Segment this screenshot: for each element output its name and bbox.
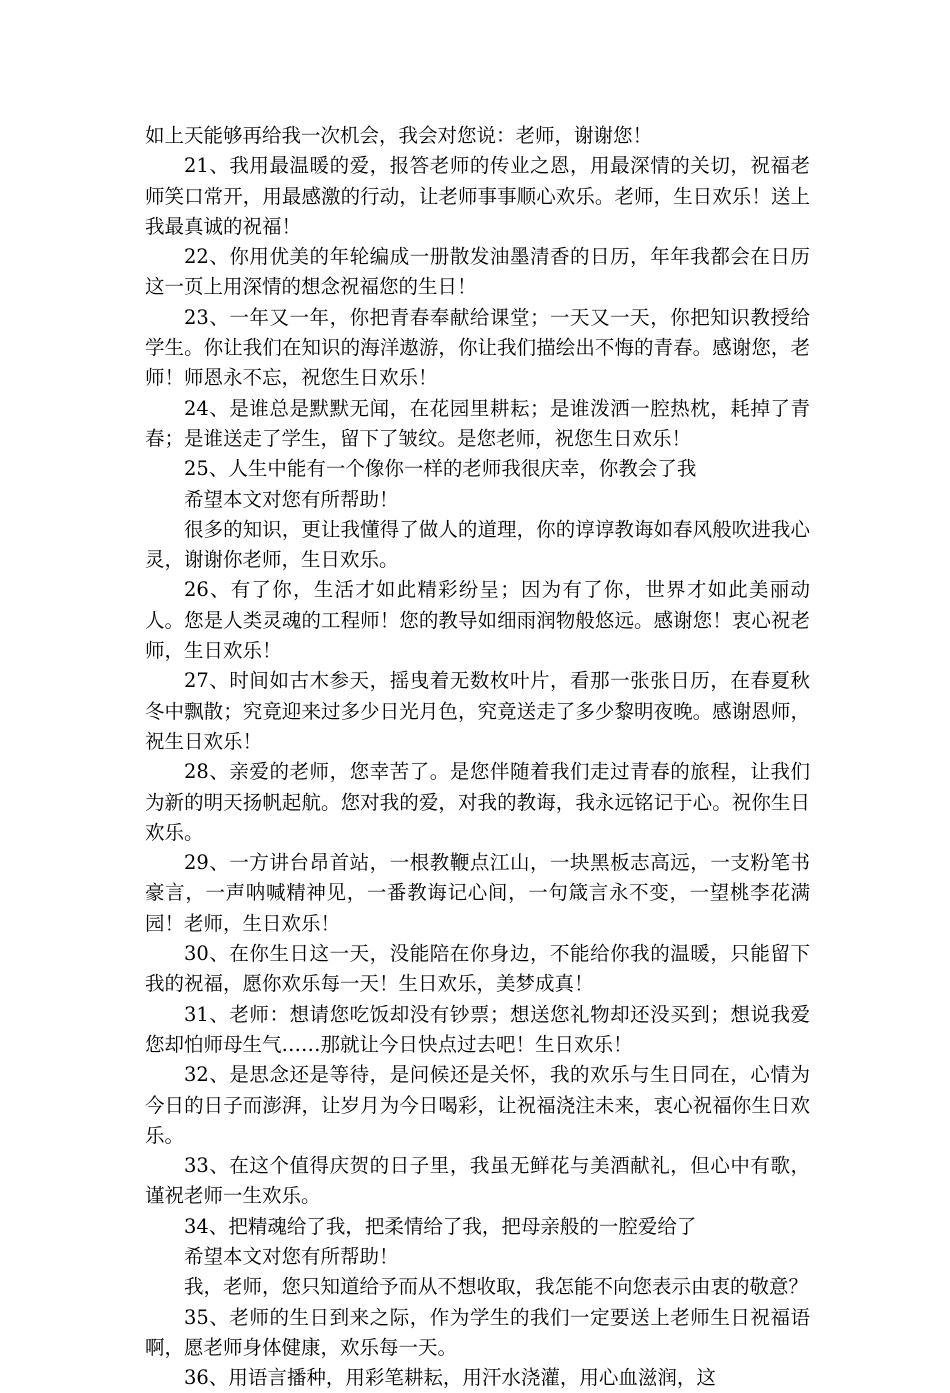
paragraph-34: 34、把精魂给了我，把柔情给了我，把母亲般的一腔爱给了 [184,1214,697,1238]
paragraph-25: 25、人生中能有一个像你一样的老师我很庆幸，你教会了我 [184,457,697,481]
paragraph-23: 23、一年又一年，你把青春奉献给课堂；一天又一天，你把知识教授给学生。你让我们在知识的海洋遨游，你让我们描绘出不悔的青春。感谢您，老师！师恩永不忘，祝您生日欢乐！ [145,305,810,390]
paragraph-26: 26、有了你，生活才如此精彩纷呈；因为有了你，世界才如此美丽动人。您是人类灵魂的工程师！您的教导如细雨润物般悠远。感谢您！衷心祝老师，生日欢乐！ [145,578,810,663]
paragraph-32: 32、是思念还是等待，是问候还是关怀，我的欢乐与生日同在，心情为今日的日子而澎湃，让岁月为今日喝彩，让祝福浇注未来，衷心祝福你生日欢乐。 [145,1063,810,1147]
help-note-1: 希望本文对您有所帮助！ [184,487,399,511]
paragraph-22: 22、你用优美的年轮编成一册散发油墨清香的日历，年年我都会在日历这一页上用深情的想念祝福您的生日！ [145,245,810,299]
paragraph-21: 21、我用最温暖的爱，报答老师的传业之恩，用最深情的关切，祝福老师笑口常开，用最感激的行动，让老师事事顺心欢乐。老师，生日欢乐！送上我最真诚的祝福！ [145,154,810,238]
paragraph-34-cont: 我，老师，您只知道给予而从不想收取，我怎能不向您表示由衷的敬意？ [184,1275,809,1299]
paragraph-29: 29、一方讲台昂首站，一根教鞭点江山，一块黑板志高远，一支粉笔书豪言，一声呐喊精神见，一番教诲记心间，一句箴言永不变，一望桃李花满园！老师，生日欢乐！ [145,851,810,935]
paragraph-35: 35、老师的生日到来之际，作为学生的我们一定要送上老师生日祝福语啊，愿老师身体健康，欢乐每一天。 [145,1305,810,1359]
paragraph-30: 30、在你生日这一天，没能陪在你身边，不能给你我的温暖，只能留下我的祝福，愿你欢乐每一天！生日欢乐，美梦成真！ [145,942,810,996]
paragraph-31: 31、老师：想请您吃饭却没有钞票；想送您礼物却还没买到；想说我爱您却怕师母生气……那就让今日快点过去吧！生日欢乐！ [145,1002,810,1056]
help-note-2: 希望本文对您有所帮助！ [184,1244,399,1268]
paragraph-27: 27、时间如古木参天，摇曳着无数枚叶片，看那一张张日历，在春夏秋冬中飘散；究竟迎来过多少日光月色，究竟送走了多少黎明夜晚。感谢恩师，祝生日欢乐！ [145,669,810,753]
paragraph-0: 如上天能够再给我一次机会，我会对您说：老师，谢谢您！ [145,124,653,147]
paragraph-24: 24、是谁总是默默无闻，在花园里耕耘；是谁泼洒一腔热枕，耗掉了青春；是谁送走了学生，留下了皱纹。是您老师，祝您生日欢乐！ [145,396,810,450]
document-page [145,121,810,1393]
paragraph-25-cont: 很多的知识，更让我懂得了做人的道理，你的谆谆教诲如春风般吹进我心灵，谢谢你老师，生日欢乐。 [145,517,810,572]
paragraph-36: 36、用语言播种，用彩笔耕耘，用汗水浇灌，用心血滋润，这 [184,1366,716,1390]
paragraph-28: 28、亲爱的老师，您幸苦了。是您伴随着我们走过青春的旅程，让我们为新的明天扬帆起航。您对我的爱，对我的教诲，我永远铭记于心。祝你生日欢乐。 [145,760,810,844]
paragraph-33: 33、在这个值得庆贺的日子里，我虽无鲜花与美酒献礼，但心中有歌，谨祝老师一生欢乐。 [145,1154,810,1208]
